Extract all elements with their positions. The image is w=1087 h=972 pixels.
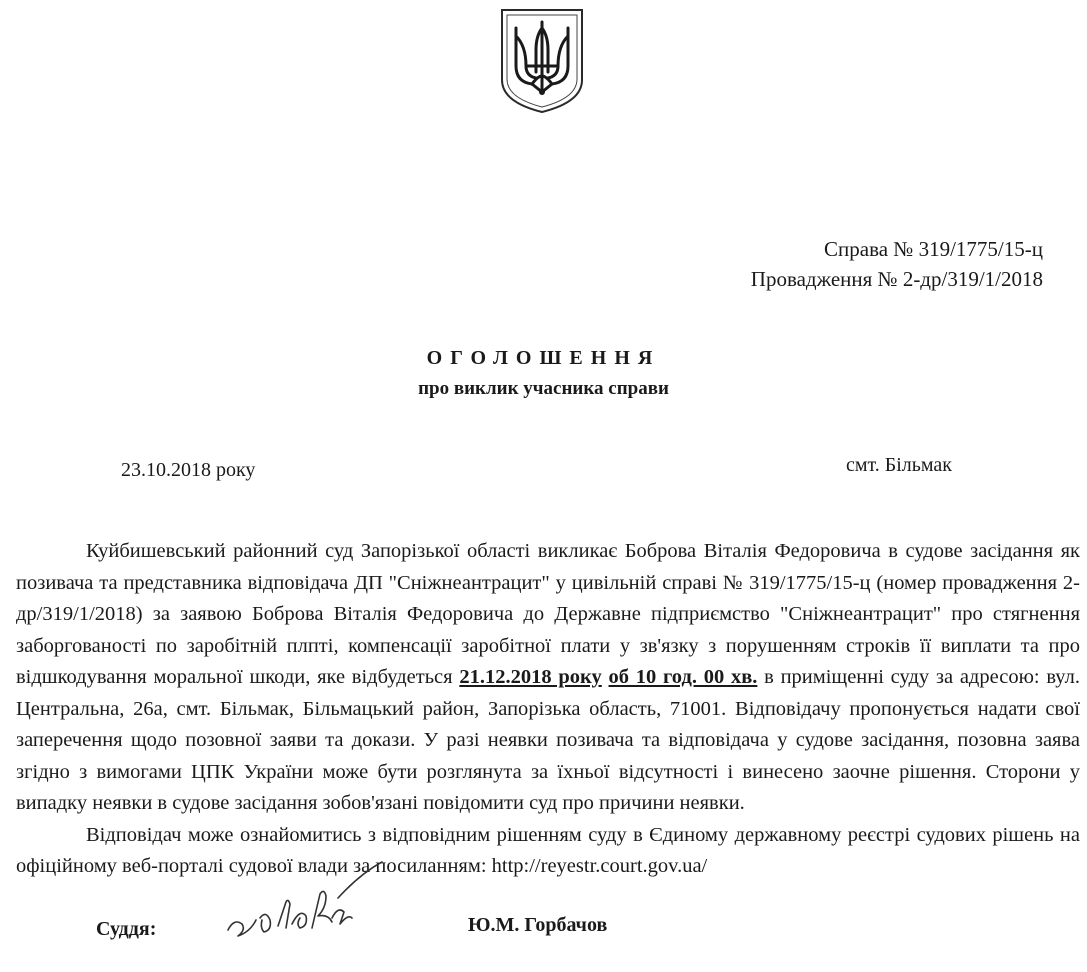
proceeding-number: Провадження № 2-др/319/1/2018 xyxy=(750,267,1043,291)
signature-image xyxy=(220,858,390,958)
page-title: ОГОЛОШЕННЯ xyxy=(426,347,661,369)
case-number: Справа № 319/1775/15-ц xyxy=(824,237,1043,261)
paragraph-1-text-b: в приміщенні суду за адресою: вул. Центральна, 26а, смт. Більмак, Більмацький район, Запорізька область, 71001. Відповідачу пропонується надати свої заперечення щодо позовної заяви та докази. У разі неявки позивача та відповідача у судове засідання, позовна заява згідно з вимогами ЦПК України може бути розглянута за їхньої відсутності і винесено заочне рішення. Сторони у випадку неявки в судове засідання зобов'язані повідомити суд про причини неявки. xyxy=(16,666,1081,814)
document-date: 23.10.2018 року xyxy=(121,459,256,481)
coat-of-arms-icon xyxy=(498,6,586,116)
judge-label: Суддя: xyxy=(96,918,157,940)
page-subtitle: про виклик учасника справи xyxy=(418,378,669,399)
notice-paragraph-2: Відповідач може ознайомитись з відповідним рішенням суду в Єдиному державному реєстрі судових рішень на офіційному веб-порталі судової влади за посиланням: http://reyestr.court.gov.ua/ xyxy=(16,823,1080,877)
hearing-time: об 10 год. 00 хв. xyxy=(608,666,758,688)
document-place: смт. Більмак xyxy=(846,454,953,476)
notice-body xyxy=(16,536,1080,883)
case-info xyxy=(751,234,1043,294)
hearing-date: 21.12.2018 року xyxy=(459,666,602,688)
notice-paragraph-1 xyxy=(16,536,1080,820)
paragraph-1-text-a: Куйбишевський районний суд Запорізької області викликає Боброва Віталія Федоровича в судове засідання як позивача та представника відповідача ДП "Сніжнеантрацит" у цивільній справі № 319/1775/15-ц (номер провадження 2-др/319/1/2018) за заявою Боброва Віталія Федоровича до Державне підприємство "Сніжнеантрацит" про стягнення заборгованості по заробітній плпті, компенсації заробітної плати у зв'язку з порушенням строків її виплати та про відшкодування моральної шкоди, яке відбудеться xyxy=(16,540,1080,688)
judge-name: Ю.М. Горбачов xyxy=(468,914,608,936)
